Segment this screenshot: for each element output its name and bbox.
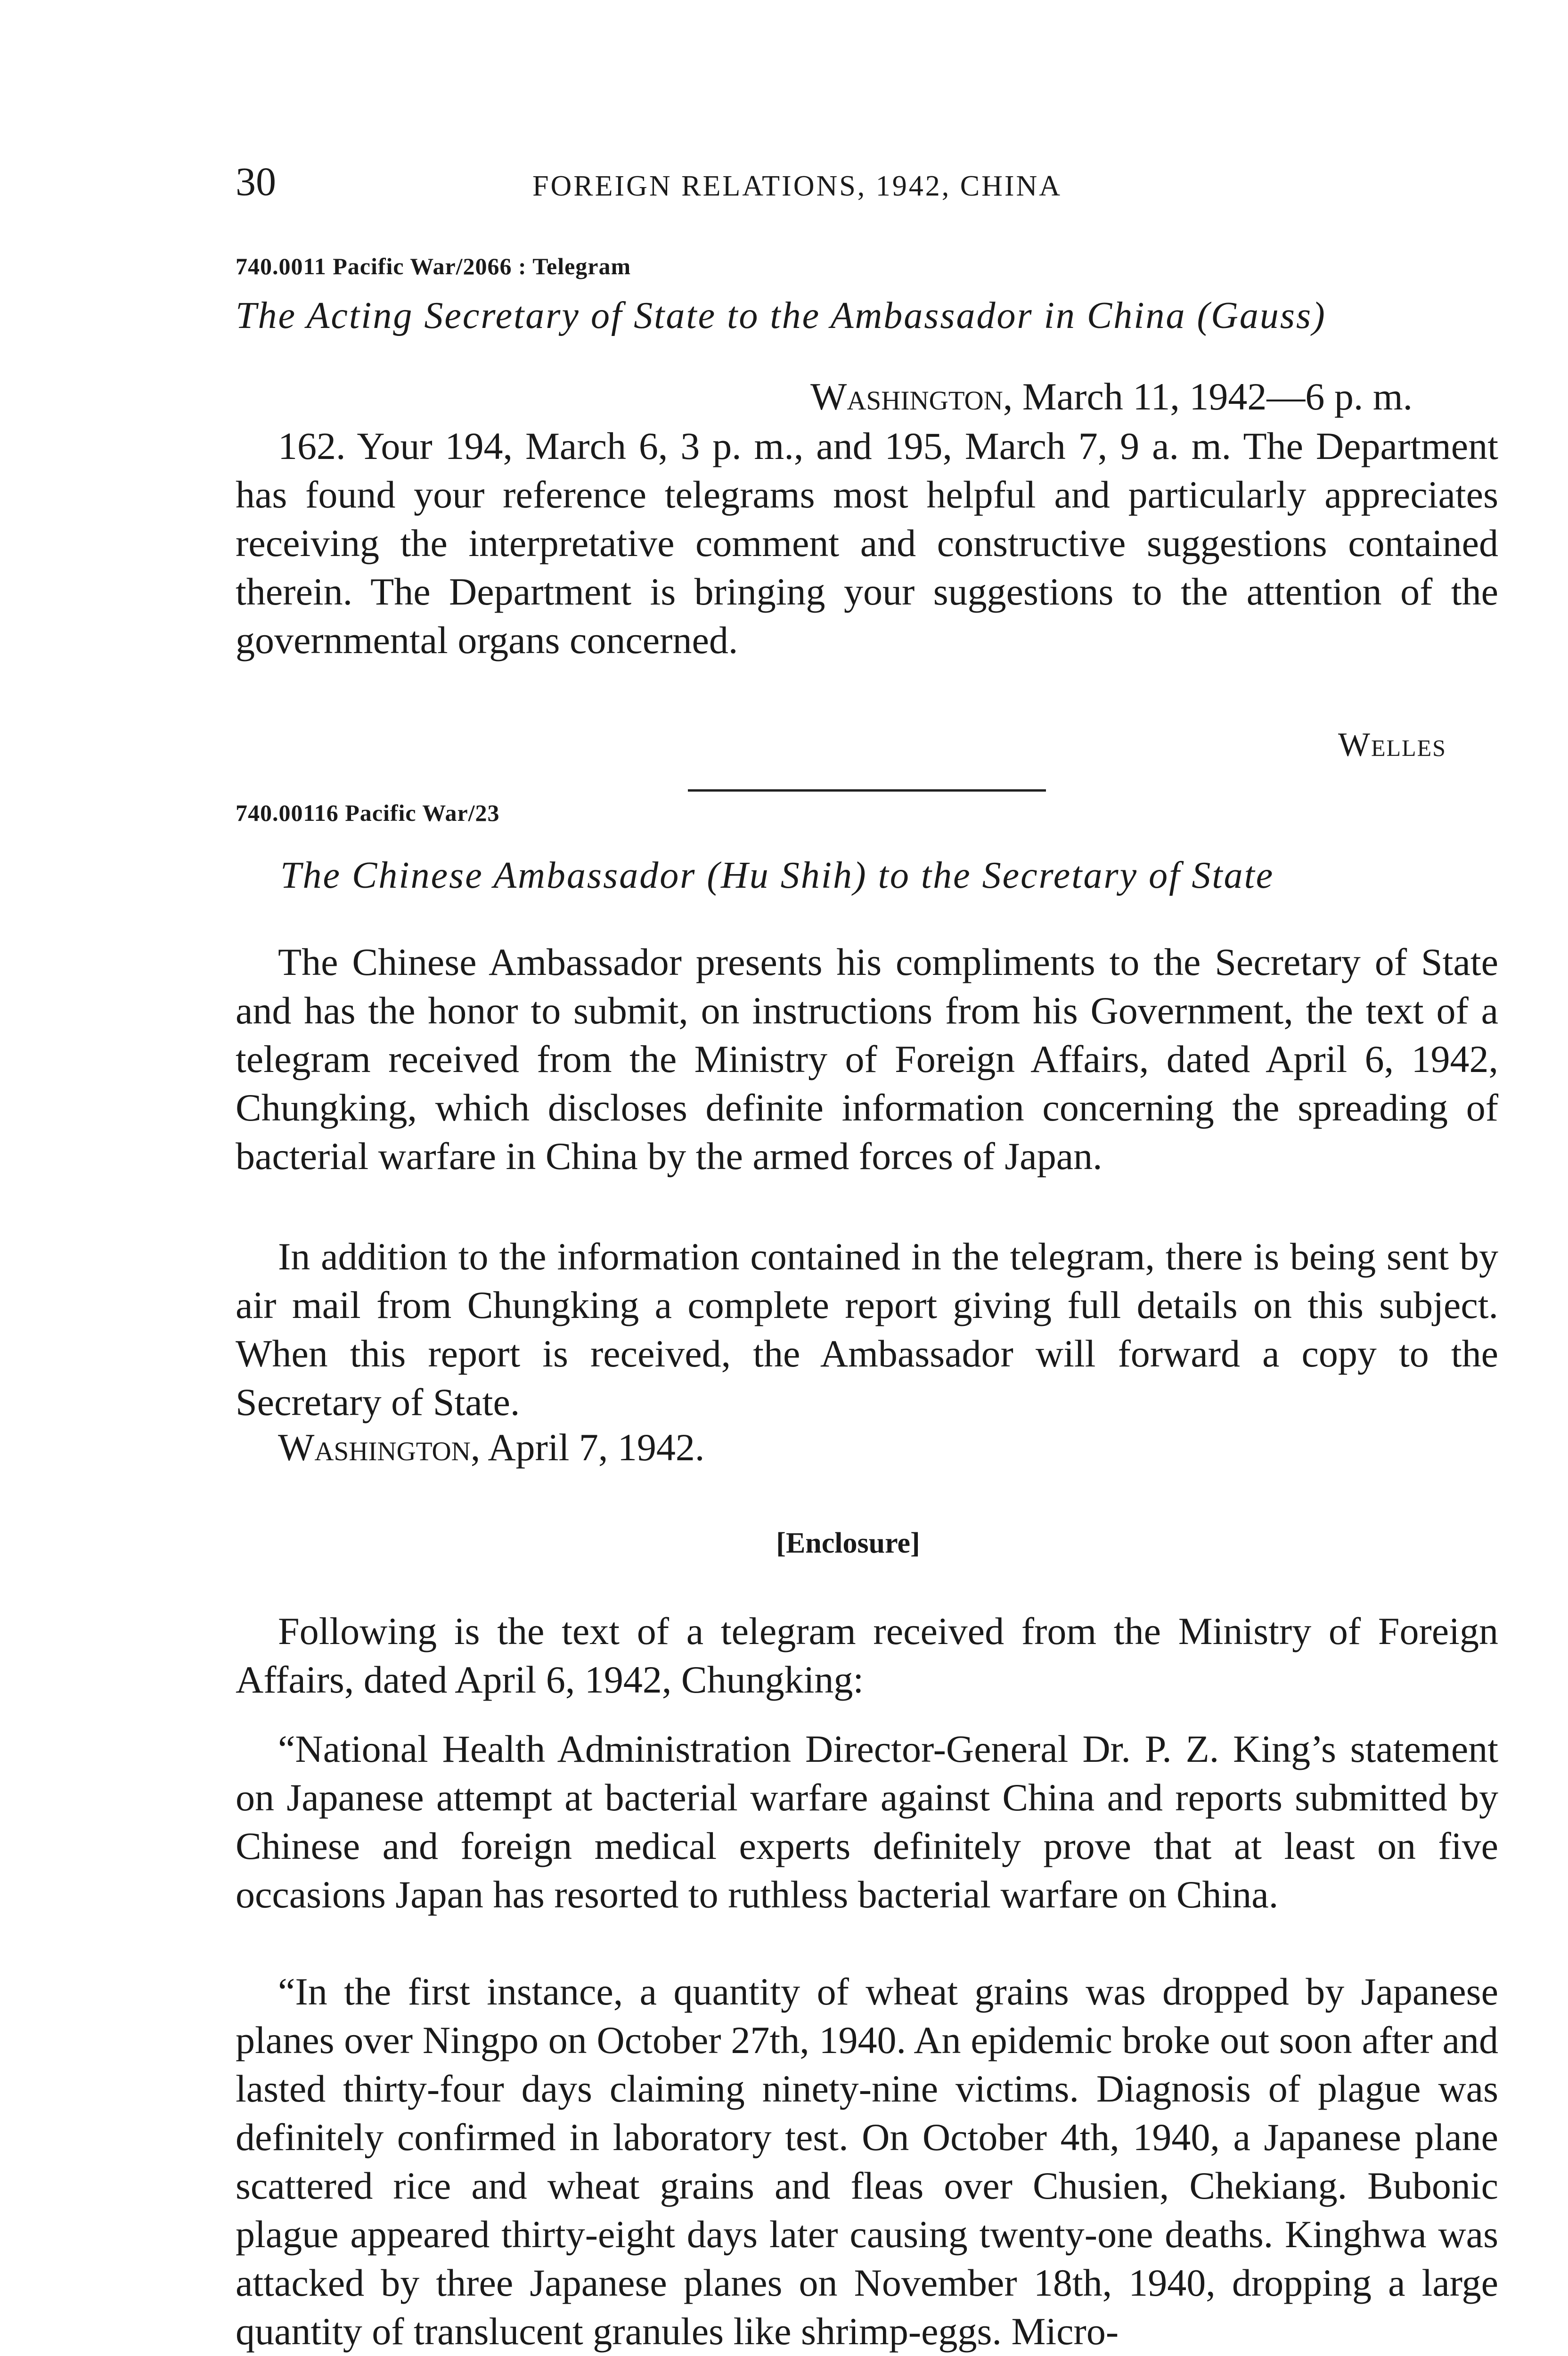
section-divider: [688, 789, 1046, 792]
dateline-place: Washington: [278, 1426, 471, 1469]
dateline-1: [810, 372, 1413, 421]
signature-welles: Welles: [1338, 726, 1446, 763]
file-reference-2: 740.00116 Pacific War/23: [236, 800, 500, 826]
file-reference-1: 740.0011 Pacific War/2066 : Telegram: [236, 253, 631, 279]
page-number: 30: [236, 159, 276, 204]
telegram-paragraph: 162. Your 194, March 6, 3 p. m., and 195, March 7, 9 a. m. The Department has found your reference telegrams most helpful and particularly appreciates receiving the interpretative comment and constructive suggestions contained therein. The Department is bringing your suggestions to the attention of the governmental organs concerned.: [236, 425, 1498, 662]
document-title-2: The Chinese Ambassador (Hu Shih) to the Secretary of State: [280, 855, 1274, 896]
dateline-2: [278, 1423, 704, 1472]
dateline-place: Washington: [810, 375, 1003, 418]
note-paragraph-1: The Chinese Ambassador presents his compliments to the Secretary of State and has the honor to submit, on instructions from his Government, the text of a telegram received from the Ministry of Foreign Affairs, dated April 6, 1942, Chungking, which discloses definite information concerning the spreading of bacterial warfare in China by the armed forces of Japan.: [236, 941, 1498, 1178]
document-title-1: The Acting Secretary of State to the Ambassador in China (Gauss): [236, 295, 1326, 336]
enclosure-heading: [Enclosure]: [776, 1527, 920, 1559]
quote-paragraph-1: “National Health Administration Director-General Dr. P. Z. King’s statement on Japanese attempt at bacterial warfare against China and reports submitted by Chinese and foreign medical experts definitely prove that at least on five occasions Japan has resorted to ruthless bacterial warfare on China.: [236, 1727, 1498, 1916]
dateline-date: , April 7, 1942.: [470, 1426, 705, 1469]
enclosure-intro: Following is the text of a telegram received from the Ministry of Foreign Affairs, dated April 6, 1942, Chungking:: [236, 1610, 1498, 1701]
note-paragraph-2: In addition to the information contained in the telegram, there is being sent by air mail from Chungking a complete report giving full details on this subject. When this report is received, the Ambassador will forward a copy to the Secretary of State.: [236, 1235, 1498, 1423]
dateline-date: , March 11, 1942—6 p. m.: [1003, 375, 1413, 418]
running-head: FOREIGN RELATIONS, 1942, CHINA: [532, 170, 1062, 202]
quote-paragraph-2: “In the first instance, a quantity of wheat grains was dropped by Japanese planes over Ningpo on October 27th, 1940. An epidemic broke out soon after and lasted thirty-four days claiming ninety-nine victims. Diagnosis of plague was definitely confirmed in laboratory test. On October 4th, 1940, a Japanese plane scattered rice and wheat grains and fleas over Chusien, Chekiang. Bubonic plague appeared thirty-eight days later causing twenty-one deaths. Kinghwa was attacked by three Japanese planes on November 18th, 1940, dropping a large quantity of translucent granules like shrimp-eggs. Micro-: [236, 1970, 1498, 2353]
